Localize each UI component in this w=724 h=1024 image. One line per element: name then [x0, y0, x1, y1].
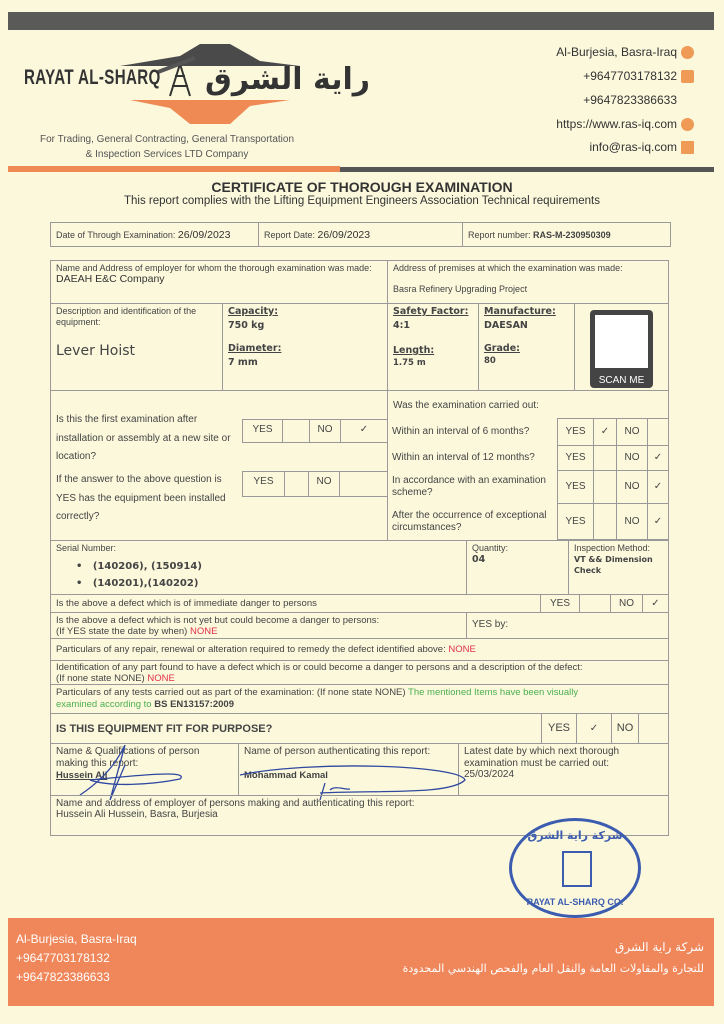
- carried-out-no: NO: [616, 445, 648, 471]
- top-bar: [8, 12, 714, 30]
- footer-band: [8, 918, 714, 1006]
- safety-cell: Safety Factor: 4:1 Length: 1.75 m: [387, 303, 479, 391]
- authenticator-cell: Name of person authenticating this report: Mohammad Kamal: [238, 743, 459, 796]
- carried-out-no: NO: [616, 470, 648, 504]
- carried-out-yes-box[interactable]: [593, 470, 617, 504]
- exam-date: Date of Through Examination: 26/09/2023: [50, 222, 259, 247]
- capacity-cell: Capacity: 750 kg Diameter: 7 mm: [222, 303, 388, 391]
- qr-icon: [595, 315, 648, 368]
- fit-no-box[interactable]: [638, 713, 669, 744]
- carried-out-yes: YES: [557, 470, 594, 504]
- installed-yes-box[interactable]: [284, 471, 309, 497]
- immediate-yes: YES: [540, 594, 580, 613]
- carried-out-yes: YES: [557, 418, 594, 446]
- first-exam-no: NO: [309, 419, 341, 443]
- page-subtitle: This report complies with the Lifting Equipment Engineers Association Technical requirements: [123, 195, 600, 207]
- divider-dark: [340, 167, 714, 172]
- contact-phone-1: +9647703178132: [583, 69, 694, 83]
- first-exam-cell: Is this the first examination after installation or assembly at a new site or location? If the answer to the above question is YES has the equipment been installed correctly?: [50, 390, 388, 541]
- page-title: CERTIFICATE OF THOROUGH EXAMINATION: [211, 179, 513, 195]
- fit-yes: YES: [541, 713, 577, 744]
- mail-icon: [681, 141, 694, 154]
- qr-cell: [574, 303, 669, 391]
- scan-me-label: SCAN ME: [598, 375, 645, 386]
- fit-yes-box[interactable]: ✓: [576, 713, 612, 744]
- footer-phone-2: +9647823386633: [16, 970, 110, 984]
- report-number: Report number: RAS-M-230950309: [462, 222, 671, 247]
- tagline: [22, 132, 312, 162]
- serial-cell: Serial Number: • (140206), (150914) • (140201),(140202): [50, 540, 467, 595]
- carried-out-no-box[interactable]: ✓: [647, 445, 669, 471]
- contact-email[interactable]: info@ras-iq.com: [589, 140, 694, 154]
- person-cell: Name & Qualifications of person making this report: Hussein Ali: [50, 743, 239, 796]
- globe-icon: [681, 118, 694, 131]
- quantity-cell: Quantity: 04: [466, 540, 569, 595]
- contact-phone-2: +9647823386633: [583, 93, 677, 107]
- divider-orange: [8, 166, 340, 172]
- premises-cell: Address of premises at which the examination was made: Basra Refinery Upgrading Project: [387, 260, 669, 304]
- tagline-line-1: For Trading, General Contracting, General Transportation: [39, 134, 295, 145]
- phone-icon: [681, 70, 694, 83]
- tests-cell: Particulars of any tests carried out as part of the examination: (If none state NONE) The mentioned Items have been visually examined according to BS EN13157:2009: [50, 684, 669, 714]
- contact-website[interactable]: https://www.ras-iq.com: [556, 117, 694, 131]
- carried-out-question: In accordance with an examination scheme?: [392, 475, 546, 498]
- manufacture-cell: Manufacture: DAESAN Grade: 80: [478, 303, 575, 391]
- carried-out-cell: Was the examination carried out:: [387, 390, 669, 541]
- carried-out-yes: YES: [557, 503, 594, 540]
- logo-text-ar: راية الشرق: [205, 62, 371, 97]
- carried-out-question: After the occurrence of exceptional circumstances?: [392, 509, 547, 533]
- carried-out-no: NO: [616, 418, 648, 446]
- carried-out-yes-box[interactable]: [593, 503, 617, 540]
- next-exam-cell: Latest date by which next thorough examination must be carried out: 25/03/2024: [458, 743, 669, 796]
- immediate-danger-question: Is the above a defect which is of immediate danger to persons: [50, 594, 541, 613]
- carried-out-question: Within an interval of 12 months?: [392, 452, 535, 463]
- qr-code[interactable]: [590, 310, 653, 388]
- installed-no: NO: [308, 471, 340, 497]
- carried-out-no-box[interactable]: ✓: [647, 503, 669, 540]
- footer-desc-ar: للتجارة والمقاولات العامة والنقل العام والفحص الهندسي المحدودة: [402, 962, 704, 975]
- first-exam-yes: YES: [242, 419, 283, 443]
- immediate-yes-box[interactable]: [579, 594, 611, 613]
- repair-cell: Particulars of any repair, renewal or alteration required to remedy the defect identified above: NONE: [50, 638, 669, 661]
- contact-address: Al-Burjesia, Basra-Iraq: [556, 45, 694, 59]
- installed-no-box[interactable]: [339, 471, 388, 497]
- company-stamp: شركة راية الشرق RAYAT AL-SHARQ CO.: [509, 818, 641, 918]
- logo-text-en: RAYAT AL-SHARQ: [24, 66, 161, 89]
- identification-cell: Identification of any part found to have a defect which is or could become a danger to persons and a description of the defect: (If none state NONE) NONE: [50, 660, 669, 685]
- serial-item: • (140201),(140202): [76, 578, 199, 589]
- fit-for-purpose-question: IS THIS EQUIPMENT FIT FOR PURPOSE?: [50, 713, 542, 744]
- carried-out-no-box[interactable]: ✓: [647, 470, 669, 504]
- fit-no: NO: [611, 713, 639, 744]
- serial-item: • (140206), (150914): [76, 561, 202, 572]
- equipment-cell: Description and identification of the equipment: Lever Hoist: [50, 303, 223, 391]
- footer-address: Al-Burjesia, Basra-Iraq: [16, 932, 137, 946]
- footer-name-ar: شركة راية الشرق: [615, 940, 704, 954]
- oil-pump-icon: [562, 851, 592, 887]
- employer-cell: Name and Address of employer for whom the thorough examination was made: DAEAH E&C Company: [50, 260, 388, 304]
- tagline-line-2: & Inspection Services LTD Company: [85, 149, 249, 160]
- first-exam-yes-box[interactable]: [282, 419, 310, 443]
- installed-yes: YES: [242, 471, 285, 497]
- carried-out-yes-box[interactable]: [593, 445, 617, 471]
- immediate-no: NO: [610, 594, 643, 613]
- report-date: Report Date: 26/09/2023: [258, 222, 463, 247]
- carried-out-question: Within an interval of 6 months?: [392, 426, 530, 437]
- carried-out-yes-box[interactable]: ✓: [593, 418, 617, 446]
- carried-out-yes: YES: [557, 445, 594, 471]
- carried-out-no-box[interactable]: [647, 418, 669, 446]
- immediate-no-box[interactable]: ✓: [642, 594, 669, 613]
- could-become-cell: Is the above a defect which is not yet but could become a danger to persons: (If YES state the date by when) NONE: [50, 612, 467, 639]
- method-cell: Inspection Method: VT && Dimension Check: [568, 540, 669, 595]
- carried-out-no: NO: [616, 503, 648, 540]
- yes-by-cell: YES by:: [466, 612, 669, 639]
- employer-persons-cell: Name and address of employer of persons making and authenticating this report: Hussein Ali Hussein, Basra, Burjesia: [50, 795, 669, 836]
- first-exam-no-box[interactable]: ✓: [340, 419, 388, 443]
- location-pin-icon: [681, 46, 694, 59]
- footer-phone-1: +9647703178132: [16, 951, 110, 965]
